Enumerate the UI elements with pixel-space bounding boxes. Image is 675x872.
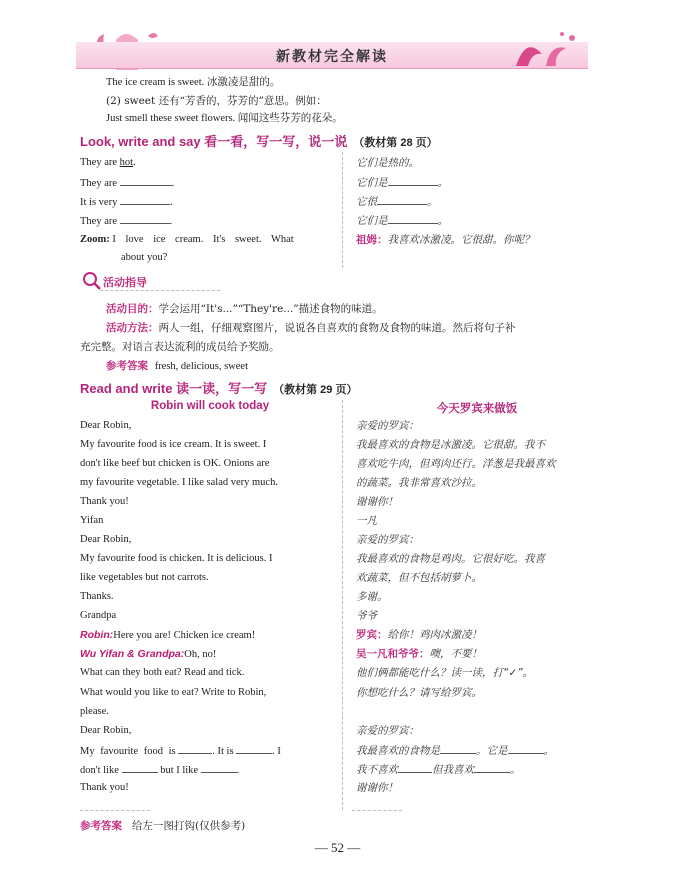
r-wu-line [356,647,482,661]
r-robin-label: 罗宾： [356,629,388,641]
letter-line: 亲爱的罗宾： [356,534,419,546]
section-2-title [80,378,357,397]
r-fill-line-1 [356,743,554,758]
section-1-title [80,131,438,150]
s1-grandma-line [356,233,535,247]
s1-l1-pre: They are [80,157,120,168]
s1-l3: It is very [80,197,118,208]
letter-line: Dear Robin, [80,534,132,545]
s1-right-line-1: 它们是热的。 [356,157,419,169]
blank-1[interactable] [120,175,172,186]
magnifier-icon [82,271,102,291]
letter-line: 谢谢你！ [356,496,398,508]
blank-taste[interactable] [236,743,272,754]
r-fill-dear: 亲爱的罗宾： [356,725,419,737]
grandma-text: 我喜欢冰激凌。它很甜。你呢？ [387,234,535,246]
fill-thanks: Thank you! [80,782,129,793]
letter-line: 多谢。 [356,591,388,603]
method-label: 活动方法： [106,322,159,334]
answer-label: 参考答案 [106,360,148,372]
fill2-b: but I like [160,765,199,776]
blank-like[interactable] [201,762,237,773]
s1-r3: 它很 [356,196,377,208]
s1-left-line-2: They are . [80,175,174,191]
blank-r-taste[interactable] [508,743,544,754]
letter-line: 爷爷 [356,610,377,622]
activity-answer [106,359,248,374]
letter-line: like vegetables but not carrots. [80,572,209,583]
question-2: What would you like to eat? Write to Robin, [80,687,267,698]
r-fill-thanks: 谢谢你！ [356,782,398,794]
section-2-ref: （教材第 29 页） [273,384,358,396]
wu-text: Oh, no! [184,649,217,660]
header-title: 新教材完全解读 [276,49,388,65]
fill2-a: don't like [80,765,119,776]
rfill1-a: 我最喜欢的食物是 [356,745,440,757]
robin-label: Robin: [80,629,114,641]
letter-line: Thank you! [80,496,129,507]
rfill1-b: 。它是 [476,745,508,757]
letter-title-en: Robin will cook today [150,400,270,412]
blank-r-dislike[interactable] [398,762,432,773]
goal-label: 活动目的： [106,303,159,315]
wu-label: Wu Yifan & Grandpa: [80,648,185,660]
robin-text: Here you are! Chicken ice cream! [113,630,256,641]
letter-line: 我最喜欢的食物是冰激凌。它很甜。我不 [356,439,545,451]
blank-3[interactable] [120,213,170,224]
r-robin-line [356,628,482,642]
s1-left-line-3: It is very . [80,194,173,210]
intro-line-2: (2) sweet 还有“芳香的，芬芳的”意思。例如： [106,95,327,107]
fill1-b: . It is [212,746,234,757]
letter-line: Yifan [80,515,104,526]
r-wu-text: 噢，不要！ [429,648,482,660]
letter-line: My favourite food is ice cream. It is sweet. I [80,439,267,450]
column-divider-2 [342,400,343,810]
page-header [76,28,588,72]
flower-decoration-icon [506,28,588,72]
rfill2-b: 但我喜欢 [432,764,474,776]
letter-line: 喜欢吃牛肉，但鸡肉还行。洋葱是我最喜欢 [356,458,556,470]
letter-line: Grandpa [80,610,117,621]
answer-text: fresh, delicious, sweet [154,361,248,372]
r-question-2: 你想吃什么？请写给罗宾。 [356,687,482,699]
blank-r-food[interactable] [440,743,476,754]
s1-l4: They are [80,216,118,227]
section-2-title-text: Read and write 读一读，写一写 [80,381,268,396]
rfill2-c: 。 [510,764,521,776]
r-wu-label: 吴一凡和爷爷： [356,648,430,660]
fill-line-2 [80,762,239,778]
blank-r-like[interactable] [474,762,510,773]
activity-goal [106,302,383,316]
activity-method [106,321,516,335]
footer-rule-left [80,810,150,811]
letter-line: Thanks. [80,591,114,602]
activity-badge-text: 活动指导 [103,276,147,289]
s1-left-line-1 [80,156,136,170]
blank-r3[interactable] [388,213,438,224]
blank-food[interactable] [178,743,212,754]
blank-r2[interactable] [377,194,427,205]
letter-line: 一凡 [356,515,377,527]
fill1-a: My favourite food is [80,746,176,757]
rfill1-c: 。 [543,745,554,757]
s1-zoom-line [80,233,294,247]
fill-dear: Dear Robin, [80,725,132,736]
s1-right-line-3: 它很 。 [356,196,438,208]
letter-line: 亲爱的罗宾： [356,420,419,432]
zoom-text: I love ice cream. It's sweet. What [112,234,294,245]
activity-badge [82,271,382,291]
section-1-title-text: Look, write and say 看一看，写一写，说一说 [80,134,348,149]
s1-right-line-2: 它们是 。 [356,177,448,189]
letter-line: Dear Robin, [80,420,132,431]
method-text: 两人一组，仔细观察图片，说说各自喜欢的食物及食物的味道。然后将句子补 [158,322,516,334]
s1-l2: They are [80,178,118,189]
badge-underline [100,290,220,291]
r-robin-text: 给你！鸡肉冰激凌！ [387,629,482,641]
footer-answer-label: 参考答案 [80,820,122,832]
s1-left-line-4: They are . [80,213,172,229]
page-number: — 52 — [314,840,361,855]
grandma-label: 祖姆： [356,234,388,246]
blank-dislike[interactable] [122,762,158,773]
letter-line: don't like beef but chicken is OK. Onions are [80,458,270,469]
footer-answer-text: 给左一图打钩(仅供参考) [132,820,246,832]
goal-text: 学会运用“It's...”“They're...”描述食物的味道。 [158,303,383,315]
wu-line [80,647,216,662]
s1-l1-word: hot [119,157,134,168]
activity-method-cont: 充完整。对语言表达流利的成员给予奖励。 [80,341,280,353]
letter-line: my favourite vegetable. I like salad very much. [80,477,278,488]
fill2-c: . [236,765,240,776]
intro-line-3: Just smell these sweet flowers. 闻闻这些芬芳的花朵。 [106,113,343,124]
footer-answer [80,819,245,833]
blank-2[interactable] [120,194,170,205]
fill1-c: . I [272,746,281,757]
s1-zoom-line-2: about you? [121,252,168,263]
zoom-label: Zoom: [80,234,110,245]
question-1: What can they both eat? Read and tick. [80,667,245,678]
section-1-ref: （教材第 28 页） [353,137,438,149]
rfill2-a: 我不喜欢 [356,764,398,776]
blank-r1[interactable] [388,175,438,186]
s1-right-line-4: 它们是 。 [356,215,448,227]
s1-l1-post: . [133,157,136,168]
robin-line [80,628,255,643]
letter-line: 欢蔬菜，但不包括胡萝卜。 [356,572,482,584]
intro-line-1: The ice cream is sweet. 冰激凌是甜的。 [106,77,281,88]
s1-r4: 它们是 [356,215,388,227]
letter-line: 我最喜欢的食物是鸡肉。它很好吃。我喜 [356,553,545,565]
letter-line: 的蔬菜。我非常喜欢沙拉。 [356,477,482,489]
footer-rule-right [352,810,402,811]
column-divider-1 [342,152,343,268]
letter-line: My favourite food is chicken. It is delicious. I [80,553,273,564]
question-2-cont: please. [80,706,109,717]
s1-r2: 它们是 [356,177,388,189]
fill-line-1 [80,743,281,759]
letter-title-zh: 今天罗宾来做饭 [436,403,518,415]
r-fill-line-2 [356,762,521,777]
r-question-1: 他们俩都能吃什么？读一读，打“✓”。 [356,667,534,679]
